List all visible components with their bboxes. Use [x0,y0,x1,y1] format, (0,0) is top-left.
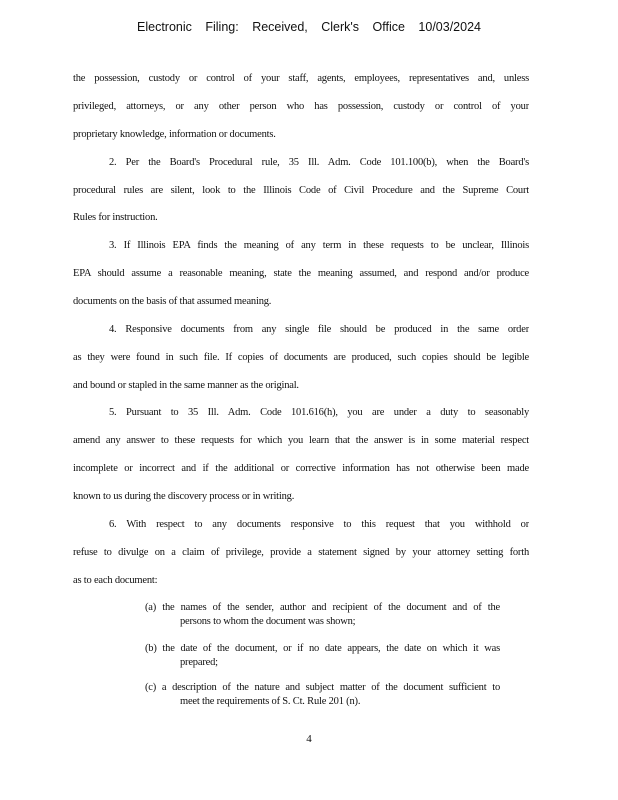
list-item-b-continued: prepared; [180,657,218,668]
paragraph-5-start: 5. Pursuant to 35 Ill. Adm. Code 101.616(h), you are under a duty to seasonably [109,407,529,418]
text-line: amend any answer to these requests for which you learn that the answer is in some material respect [73,435,529,446]
text-line: refuse to divulge on a claim of privilege, provide a statement signed by your attorney setting forth [73,547,529,558]
text-line: as they were found in such file. If copies of documents are produced, such copies should be legible [73,352,529,363]
paragraph-6-start: 6. With respect to any documents responsive to this request that you withhold or [109,519,529,530]
text-line: known to us during the discovery process or in writing. [73,491,295,502]
text-line: incomplete or incorrect and if the additional or corrective information has not otherwise been made [73,463,529,474]
paragraph-2-start: 2. Per the Board's Procedural rule, 35 Ill. Adm. Code 101.100(b), when the Board's [109,157,529,168]
list-item-b: (b) the date of the document, or if no date appears, the date on which it was [145,643,500,654]
text-line: Rules for instruction. [73,212,158,223]
text-line: EPA should assume a reasonable meaning, state the meaning assumed, and respond and/or produce [73,268,529,279]
list-item-c: (c) a description of the nature and subject matter of the document sufficient to [145,682,500,693]
text-line: the possession, custody or control of your staff, agents, employees, representatives and, unless [73,73,529,84]
text-line: as to each document: [73,575,158,586]
text-line: and bound or stapled in the same manner as the original. [73,380,299,391]
paragraph-4-start: 4. Responsive documents from any single file should be produced in the same order [109,324,529,335]
text-line: proprietary knowledge, information or documents. [73,129,276,140]
text-line: privileged, attorneys, or any other person who has possession, custody or control of your [73,101,529,112]
list-item-a: (a) the names of the sender, author and recipient of the document and of the [145,602,500,613]
text-line: documents on the basis of that assumed meaning. [73,296,272,307]
filing-header: Electronic Filing: Received, Clerk's Office 10/03/2024 [137,20,481,34]
page-number: 4 [306,733,312,745]
list-item-c-continued: meet the requirements of S. Ct. Rule 201 (n). [180,696,361,707]
text-line: procedural rules are silent, look to the Illinois Code of Civil Procedure and the Supreme Court [73,185,529,196]
list-item-a-continued: persons to whom the document was shown; [180,616,356,627]
paragraph-3-start: 3. If Illinois EPA finds the meaning of any term in these requests to be unclear, Illinois [109,240,529,251]
